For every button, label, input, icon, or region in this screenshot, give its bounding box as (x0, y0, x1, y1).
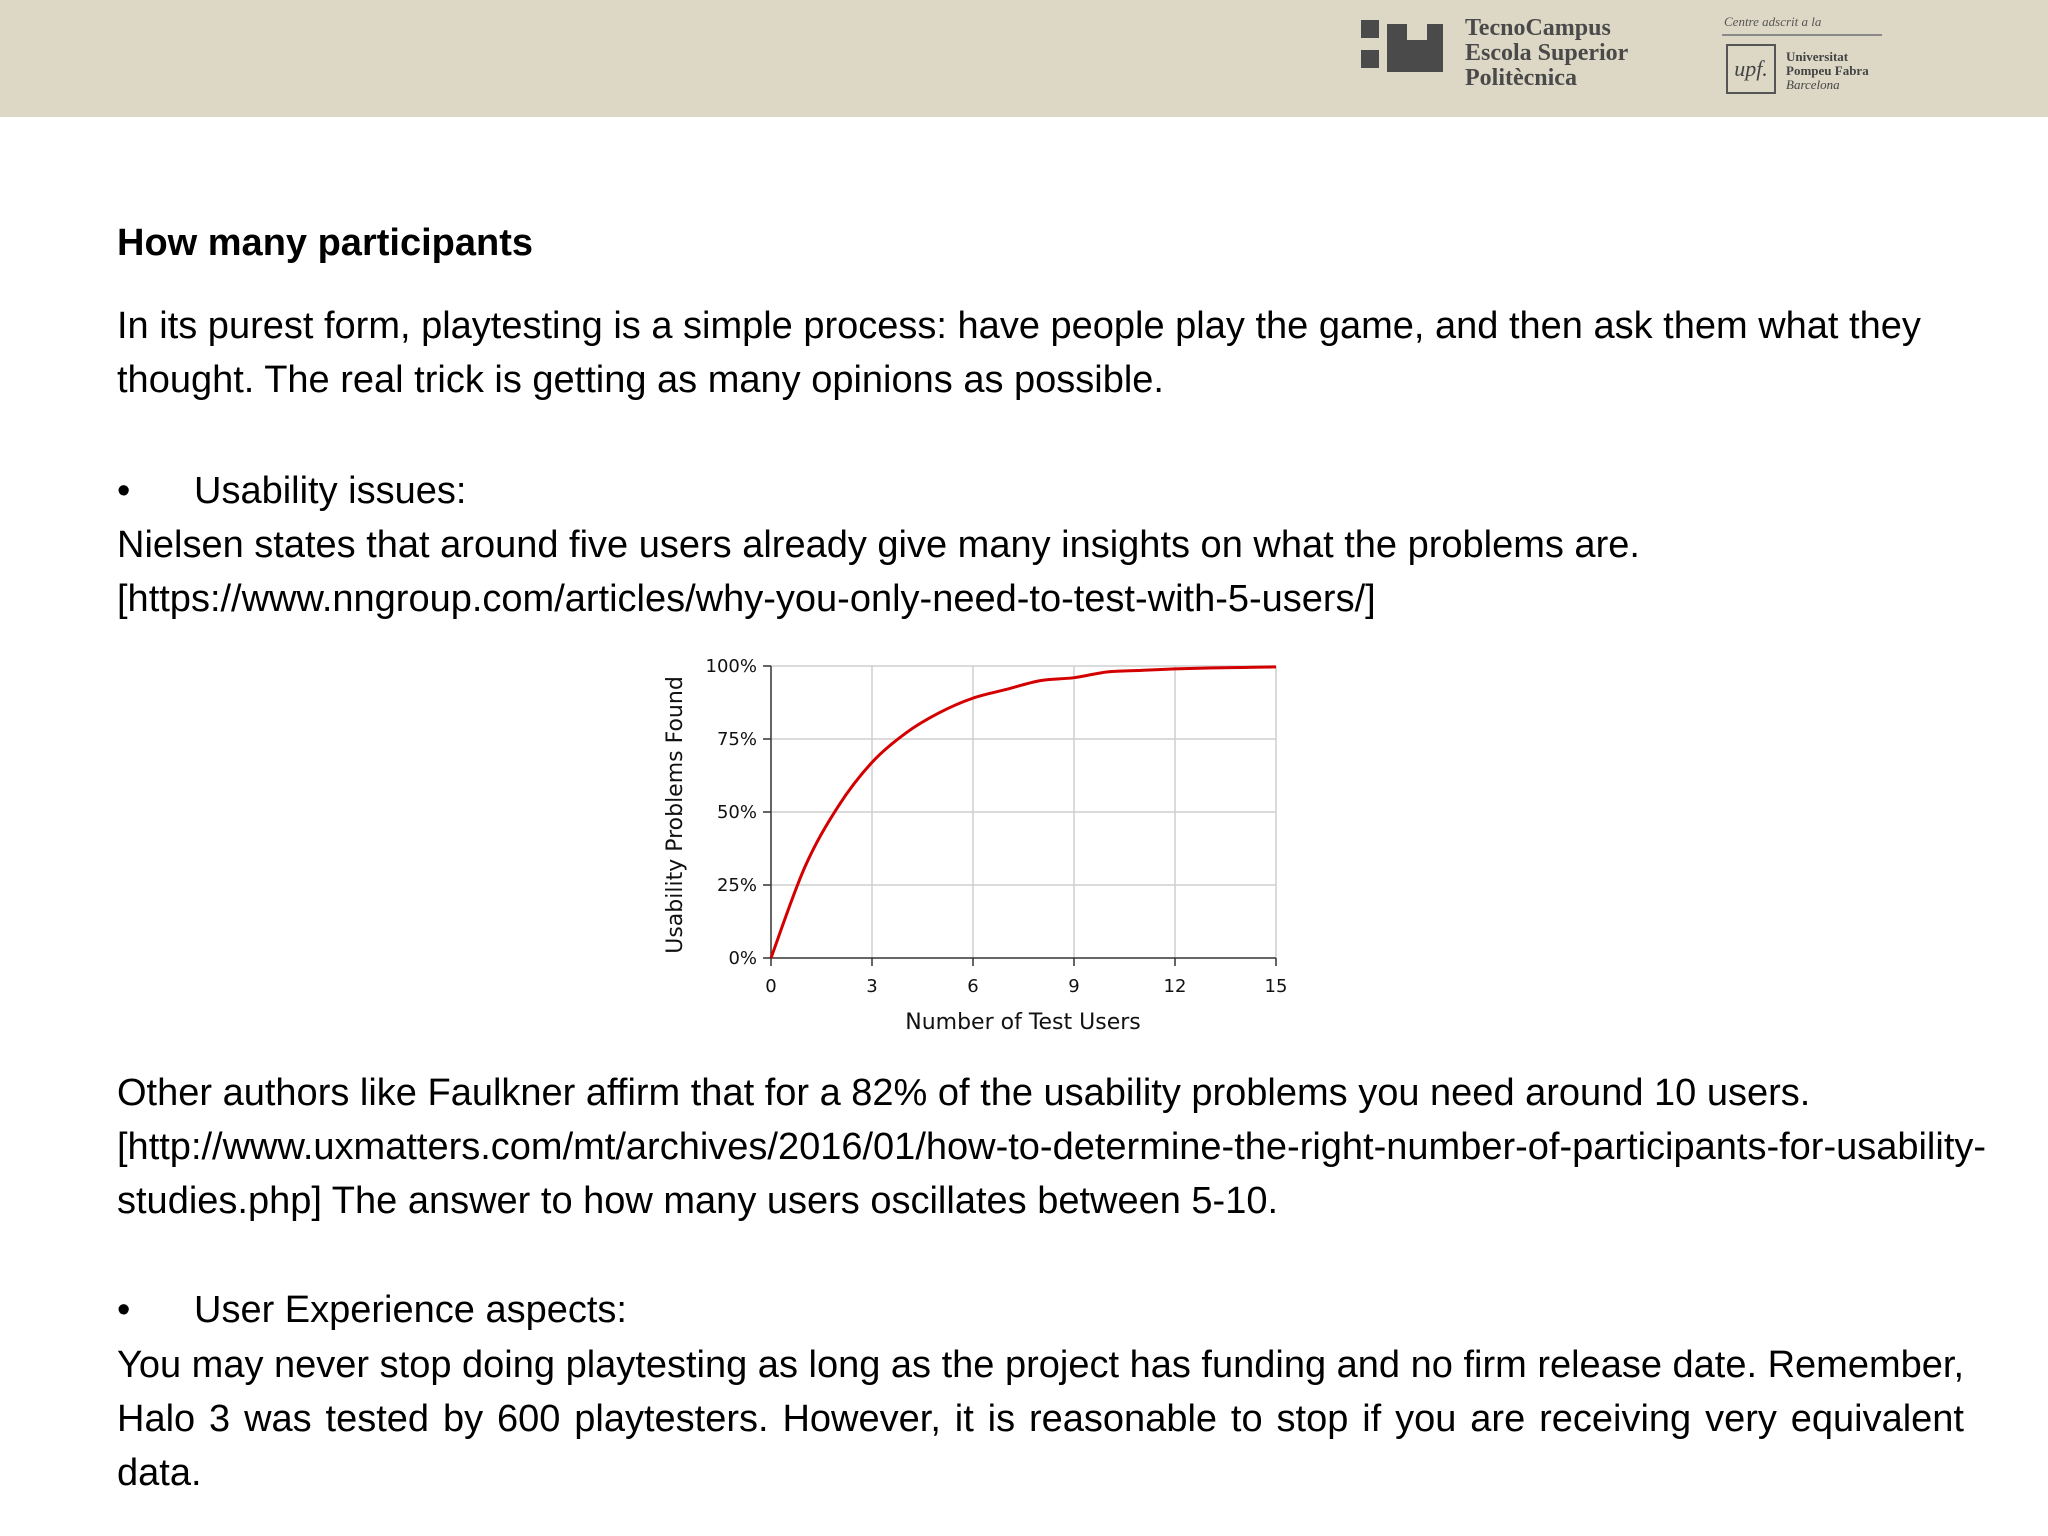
chart-grid (771, 666, 1276, 958)
chart-x-label: Number of Test Users (905, 1010, 1141, 1035)
nielsen-link: [https://www.nngroup.com/articles/why-you-only-need-to-test-with-5-users/] (117, 578, 1376, 620)
x-tick-label: 3 (866, 976, 878, 997)
tecnocampus-logo-icon (1361, 20, 1443, 76)
ux-paragraph: You may never stop doing playtesting as long as the project has funding and no firm release date. Remember, Halo 3 was tested by 600 playtesters. However, it is reasonable to stop if you are receiving very equivalent data. (117, 1344, 1964, 1494)
upf-name-line: Pompeu Fabra (1786, 63, 1869, 78)
upf-name-line: Barcelona (1786, 77, 1840, 92)
upf-name-line: Universitat (1786, 49, 1849, 64)
bullet-marker: • (117, 470, 131, 512)
upf-name (1786, 50, 1869, 92)
header-bar (0, 0, 2048, 117)
chart-y-label: Usability Problems Found (663, 676, 688, 954)
bullet-marker: • (117, 1289, 131, 1331)
nielsen-paragraph (117, 518, 1964, 626)
y-tick-label: 50% (716, 802, 757, 823)
x-tick-label: 9 (1068, 976, 1080, 997)
chart-axes (706, 656, 1288, 997)
x-tick-label: 0 (765, 976, 777, 997)
tecnocampus-wordmark (1465, 16, 1628, 91)
usability-chart (660, 648, 1300, 1038)
y-tick-label: 0% (728, 948, 757, 969)
nielsen-text: Nielsen states that around five users already give many insights on what the problems are. (117, 524, 1640, 566)
x-tick-label: 15 (1264, 976, 1288, 997)
bullet-label: Usability issues: (194, 470, 467, 512)
bullet-label: User Experience aspects: (194, 1289, 627, 1331)
slide-heading: How many participants (117, 222, 533, 264)
intro-paragraph: In its purest form, playtesting is a simple process: have people play the game, and then ask them what they thought. The real trick is getting as many opinions as possible. (117, 305, 1921, 401)
bullet-ux (117, 1283, 627, 1337)
tecnocampus-line: Escola Superior (1465, 40, 1629, 66)
upf-logo-icon: upf. (1726, 44, 1776, 94)
y-tick-label: 100% (705, 656, 757, 677)
faulkner-paragraph: Other authors like Faulkner affirm that for a 82% of the usability problems you need around 10 users. [http://www.uxmatters.com/mt/archives/2016/01/how-to-determine-the-right-number-of-participants-for-usability-studies.php] The answer to how many users oscillates between 5-10. (117, 1072, 1987, 1222)
y-tick-label: 25% (716, 875, 757, 896)
upf-caption: Centre adscrit a la (1724, 14, 1822, 29)
y-tick-label: 75% (716, 729, 757, 750)
upf-divider (1722, 34, 1882, 36)
tecnocampus-line: Politècnica (1465, 65, 1577, 91)
bullet-usability (117, 464, 466, 518)
tecnocampus-line: TecnoCampus (1465, 15, 1611, 41)
x-tick-label: 6 (967, 976, 979, 997)
x-tick-label: 12 (1163, 976, 1187, 997)
